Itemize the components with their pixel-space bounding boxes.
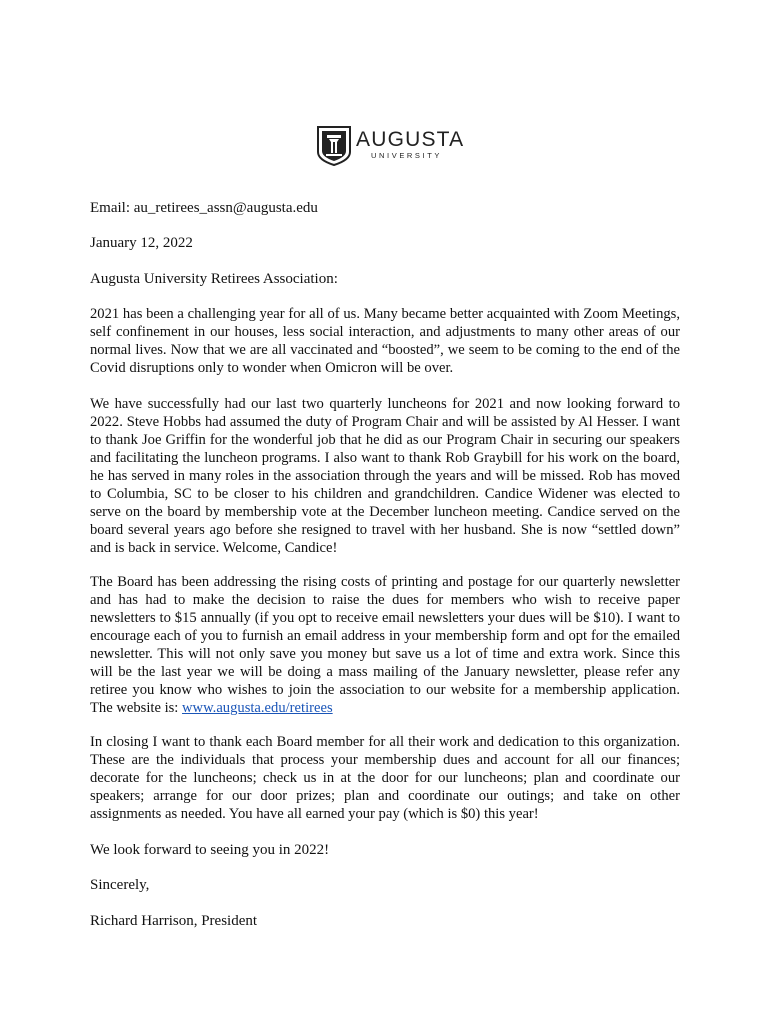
logo-subtitle: UNIVERSITY [371, 151, 443, 160]
website-link[interactable]: www.augusta.edu/retirees [182, 700, 333, 717]
letter-date: January 12, 2022 [90, 235, 193, 251]
salutation: Augusta University Retirees Association: [90, 271, 338, 287]
valediction: Sincerely, [90, 877, 150, 893]
paragraph-board-changes: We have successfully had our last two quarterly luncheons for 2021 and now looking forward to 2022. Steve Hobbs had assumed the duty of Program Chair and will be assisted by Al Hesser. I want to thank Joe Griffin for the wonderful job that he did as our Program Chair in securing our speakers and facilitating the luncheon programs. I also want to thank Rob Graybill for his work on the board, he has served in many roles in the association through the years and will be missed. Rob has moved to Columbia, SC to be closer to his children and grandchildren. Candice Widener was elected to serve on the board by membership vote at the December luncheon meeting. Candice served on the board several years ago before she resigned to travel with her husband. She is now “settled down” and is back in service. Welcome, Candice! [90, 396, 680, 557]
paragraph-thanks-board: In closing I want to thank each Board member for all their work and dedication to this organization. These are the individuals that process your membership dues and account for all our finances; decorate for the luncheons; check us in at the door for our luncheons; plan and coordinate our speakers; arrange for our door prizes; plan and coordinate our outings; and take on other assignments as needed. You have all earned your pay (which is $0) this year! [90, 734, 680, 823]
augusta-university-logo [316, 126, 465, 166]
logo-wordmark: AUGUSTA [356, 128, 465, 151]
augusta-university-shield-icon [316, 126, 352, 166]
paragraph-covid: 2021 has been a challenging year for all of us. Many became better acquainted with Zoom Meetings, self confinement in our houses, less social interaction, and adjustments to many other areas of our normal lives. Now that we are all vaccinated and “boosted”, we seem to be coming to the end of the Covid disruptions only to wonder when Omicron will be over. [90, 306, 680, 377]
signature: Richard Harrison, President [90, 913, 258, 929]
closing-line: We look forward to seeing you in 2022! [90, 842, 330, 858]
paragraph-newsletter-text: The Board has been addressing the rising costs of printing and postage for our quarterly newsletter and has had to make the decision to raise the dues for members who wish to receive paper newsletters to $15 annually (if you opt to receive email newsletters your dues will be $10). I want to encourage each of you to furnish an email address in your membership form and opt for the emailed newsletter. This will not only save you money but save us a lot of time and extra work. Since this will be the last year we will be doing a mass mailing of the January newsletter, please refer any retiree you know who wishes to join the association to our website for a membership application. The website is: [90, 574, 680, 717]
paragraph-newsletter-dues [90, 573, 680, 717]
email-line: Email: au_retirees_assn@augusta.edu [90, 200, 318, 216]
